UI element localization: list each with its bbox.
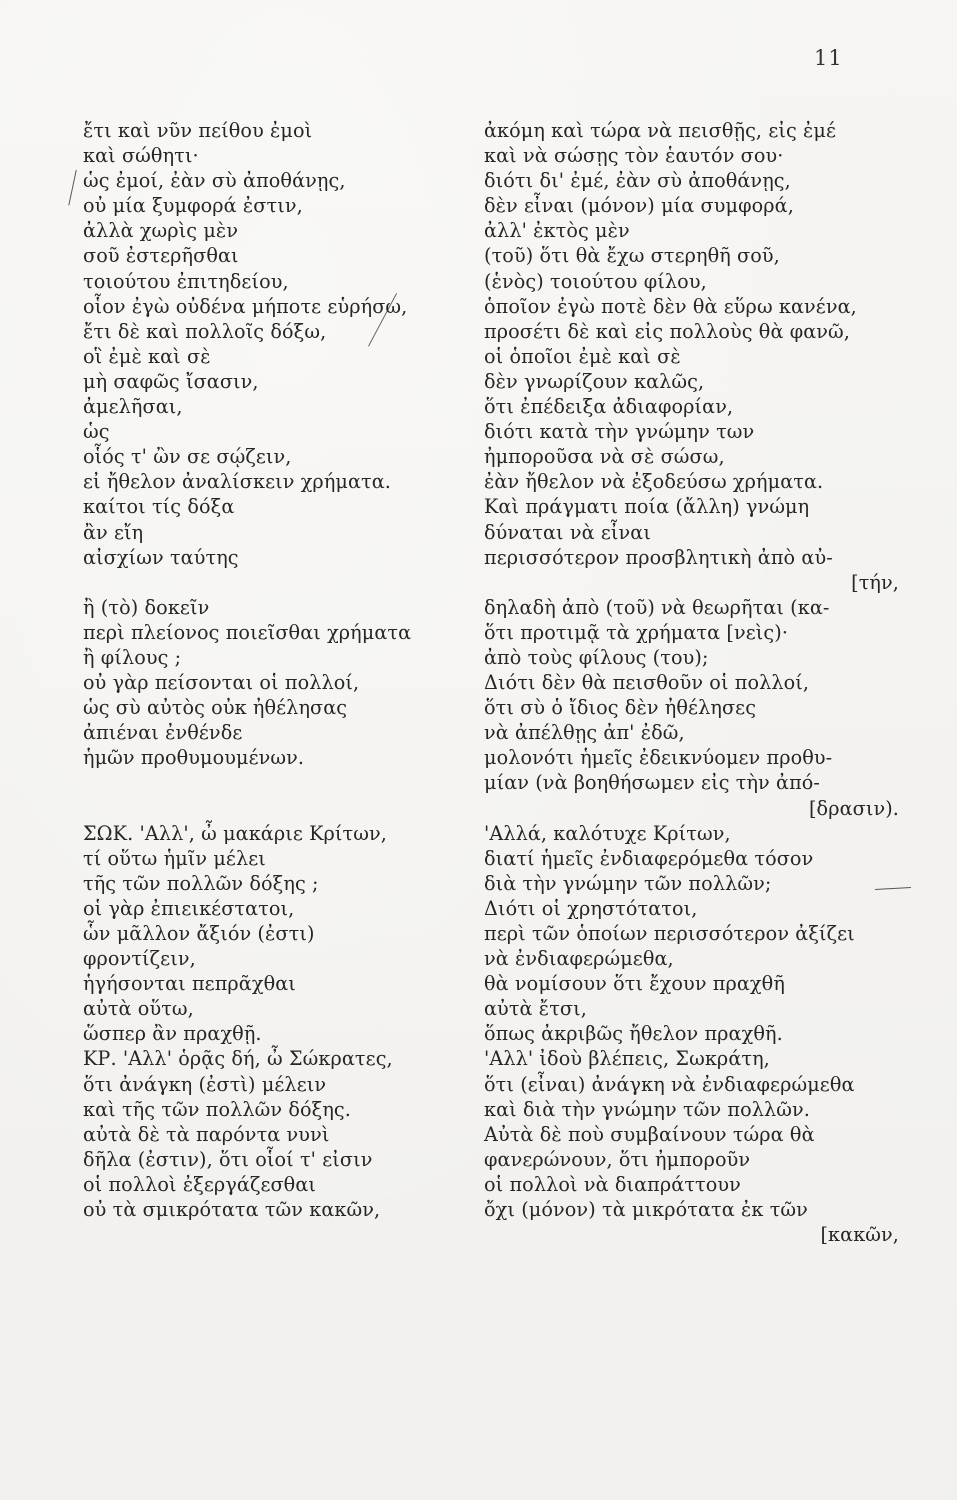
text-line: νὰ ἀπέλθῃς ἀπ' ἐδῶ, <box>484 721 685 745</box>
text-line: ὥσπερ ἂν πραχθῇ. <box>83 1022 262 1046</box>
text-line: οἳ ἐμὲ καὶ σὲ <box>83 344 211 368</box>
text-line-continuation: [τήν, <box>851 570 899 594</box>
text-line: ΣΩΚ. 'Αλλ', ὦ μακάριε Κρίτων, <box>83 821 387 845</box>
text-line: ὄχι (μόνον) τὰ μικρότατα ἐκ τῶν <box>484 1198 808 1222</box>
text-line: καὶ σώθητι· <box>83 144 199 168</box>
text-line: νὰ ἐνδιαφερώμεθα, <box>484 947 674 971</box>
text-line: αὐτὰ ἔτσι, <box>484 997 587 1021</box>
page-number: 11 <box>814 46 843 70</box>
text-line: Καὶ πράγματι ποία (ἄλλη) γνώμη <box>484 495 810 519</box>
text-line: οὐ γὰρ πείσονται οἱ πολλοί, <box>83 671 360 695</box>
text-line: περισσότερον προσβλητικὴ ἀπὸ αὐ- <box>484 545 833 569</box>
text-line: καὶ τῆς τῶν πολλῶν δόξης. <box>83 1097 351 1121</box>
text-line: ἀπιέναι ἐνθένδε <box>83 721 243 745</box>
text-line: καίτοι τίς δόξα <box>83 495 235 519</box>
text-line: ἀλλ' ἐκτὸς μὲν <box>484 219 630 243</box>
text-line: οἱ γὰρ ἐπιεικέστατοι, <box>83 896 295 920</box>
modern-greek-translation-column <box>484 118 899 1247</box>
text-line: Διότι δὲν θὰ πεισθοῦν οἱ πολλοί, <box>484 671 810 695</box>
text-line: 'Αλλά, καλότυχε Κρίτων, <box>484 821 731 845</box>
text-line: (τοῦ) ὅτι θὰ ἔχω στερηθῆ σοῦ, <box>484 244 780 268</box>
text-line: εἰ ἤθελον ἀναλίσκειν χρήματα. <box>83 470 392 494</box>
text-line: ὅτι ἀνάγκη (ἐστὶ) μέλειν <box>83 1072 327 1096</box>
text-line: μίαν (νὰ βοηθήσωμεν εἰς τὴν ἀπό- <box>484 771 821 795</box>
text-line: ἡγήσονται πεπρᾶχθαι <box>83 972 296 996</box>
text-line: δὲν εἶναι (μόνον) μία συμφορά, <box>484 194 794 218</box>
text-line-continuation: [κακῶν, <box>820 1223 899 1247</box>
text-line: φανερώνουν, ὅτι ἠμποροῦν <box>484 1147 751 1171</box>
text-line: ὧν μᾶλλον ἄξιόν (ἐστι) <box>83 922 315 945</box>
text-line: δηλαδὴ ἀπὸ (τοῦ) νὰ θεωρῆται (κα- <box>484 595 830 619</box>
text-line-continuation: [δρασιν). <box>808 796 899 820</box>
text-line: ἀπὸ τοὺς φίλους (του); <box>484 645 709 669</box>
text-line: ἀμελῆσαι, <box>83 395 183 419</box>
text-line: οὐ μία ξυμφορά ἐστιν, <box>83 194 303 218</box>
text-line: ὅτι σὺ ὁ ἴδιος δὲν ἠθέλησες <box>484 696 757 720</box>
text-line: δύναται νὰ εἶναι <box>484 520 651 544</box>
text-line: ΚΡ. 'Αλλ' ὁρᾷς δή, ὦ Σώκρατες, <box>83 1047 393 1071</box>
text-line: αὐτὰ οὕτω, <box>83 997 194 1021</box>
text-line: περὶ τῶν ὁποίων περισσότερον ἀξίζει <box>484 922 855 945</box>
text-line: προσέτι δὲ καὶ εἰς πολλοὺς θὰ φανῶ, <box>484 319 851 343</box>
text-line: ὅτι (εἶναι) ἀνάγκη νὰ ἐνδιαφερώμεθα <box>484 1072 855 1096</box>
text-line: δὲν γνωρίζουν καλῶς, <box>484 369 705 393</box>
text-line: τί οὕτω ἡμῖν μέλει <box>83 846 266 870</box>
text-line: σοῦ ἐστερῆσθαι <box>83 244 239 268</box>
text-line: μολονότι ἡμεῖς ἐδεικνύομεν προθυ- <box>484 746 833 770</box>
text-line: αὐτὰ δὲ τὰ παρόντα νυνὶ <box>83 1122 330 1146</box>
text-line: ὡς <box>83 420 110 444</box>
text-line: ἔτι δὲ καὶ πολλοῖς δόξω, <box>83 319 327 343</box>
text-line: διότι κατὰ τὴν γνώμην των <box>484 420 755 444</box>
text-line: ὅτι ἐπέδειξα ἀδιαφορίαν, <box>484 395 734 419</box>
text-line: οὐ τὰ σμικρότατα τῶν κακῶν, <box>83 1198 381 1222</box>
text-line: οἱ πολλοὶ ἐξεργάζεσθαι <box>83 1172 317 1196</box>
text-line: ὡς σὺ αὐτὸς οὐκ ἠθέλησας <box>83 696 348 720</box>
text-line: ἠμποροῦσα νὰ σὲ σώσω, <box>484 445 725 469</box>
text-line <box>83 796 475 821</box>
text-line: διατί ἡμεῖς ἐνδιαφερόμεθα τόσον <box>484 846 814 870</box>
text-line: αἰσχίων ταύτης <box>83 545 239 569</box>
pencil-mark-bracket <box>68 170 79 206</box>
text-line <box>83 570 475 595</box>
text-line: ὅτι προτιμᾷ τὰ χρήματα [νεὶς)· <box>484 620 789 644</box>
text-line: δῆλα (ἐστιν), ὅτι οἷοί τ' εἰσιν <box>83 1147 373 1171</box>
text-line: μὴ σαφῶς ἴσασιν, <box>83 369 259 393</box>
text-line: ὅπως ἀκριβῶς ἤθελον πραχθῆ. <box>484 1022 783 1046</box>
text-line: οἱ ὁποῖοι ἐμὲ καὶ σὲ <box>484 344 681 368</box>
text-line: ἢ φίλους ; <box>83 645 182 669</box>
text-line: Διότι οἱ χρηστότατοι, <box>484 896 698 920</box>
text-line: καὶ νὰ σώσῃς τὸν ἑαυτόν σου· <box>484 144 784 168</box>
text-line: διότι δι' ἐμέ, ἐὰν σὺ ἀποθάνῃς, <box>484 169 791 193</box>
greek-original-column <box>83 118 475 1222</box>
text-line: ἔτι καὶ νῦν πείθου ἐμοὶ <box>83 119 313 142</box>
text-line: οἱ πολλοὶ νὰ διαπράττουν <box>484 1172 741 1196</box>
text-line: (ἑνὸς) τοιούτου φίλου, <box>484 269 707 293</box>
text-line: θὰ νομίσουν ὅτι ἔχουν πραχθῆ <box>484 972 785 996</box>
text-line: τοιούτου ἐπιτηδείου, <box>83 269 289 293</box>
text-line: 'Αλλ' ἰδοὺ βλέπεις, Σωκράτη, <box>484 1047 770 1071</box>
text-line: καὶ διὰ τὴν γνώμην τῶν πολλῶν. <box>484 1097 811 1121</box>
text-line <box>83 770 475 795</box>
text-line: ὁποῖον ἐγὼ ποτὲ δὲν θὰ εὕρω κανένα, <box>484 294 857 318</box>
text-line: περὶ πλείονος ποιεῖσθαι χρήματα <box>83 620 412 644</box>
text-line: ἂν εἴη <box>83 520 144 544</box>
text-line: οἷός τ' ὢν σε σῴζειν, <box>83 445 292 469</box>
text-line: διὰ τὴν γνώμην τῶν πολλῶν; <box>484 871 772 895</box>
text-line: ἀλλὰ χωρὶς μὲν <box>83 219 239 243</box>
text-line: ἢ (τὸ) δοκεῖν <box>83 595 210 619</box>
text-line: φροντίζειν, <box>83 947 196 971</box>
text-line: Αὐτὰ δὲ ποὺ συμβαίνουν τώρα θὰ <box>484 1122 815 1146</box>
text-line: ὡς ἐμοί, ἐὰν σὺ ἀποθάνῃς, <box>83 169 346 193</box>
text-line: ἡμῶν προθυμουμένων. <box>83 746 305 770</box>
text-line: οἷον ἐγὼ οὐδένα μήποτε εὑρήσω, <box>83 294 408 318</box>
text-line: τῆς τῶν πολλῶν δόξης ; <box>83 871 319 895</box>
text-line: ἀκόμη καὶ τώρα νὰ πεισθῇς, εἰς ἐμέ <box>484 119 837 142</box>
text-line: ἐὰν ἤθελον νὰ ἐξοδεύσω χρήματα. <box>484 470 824 494</box>
